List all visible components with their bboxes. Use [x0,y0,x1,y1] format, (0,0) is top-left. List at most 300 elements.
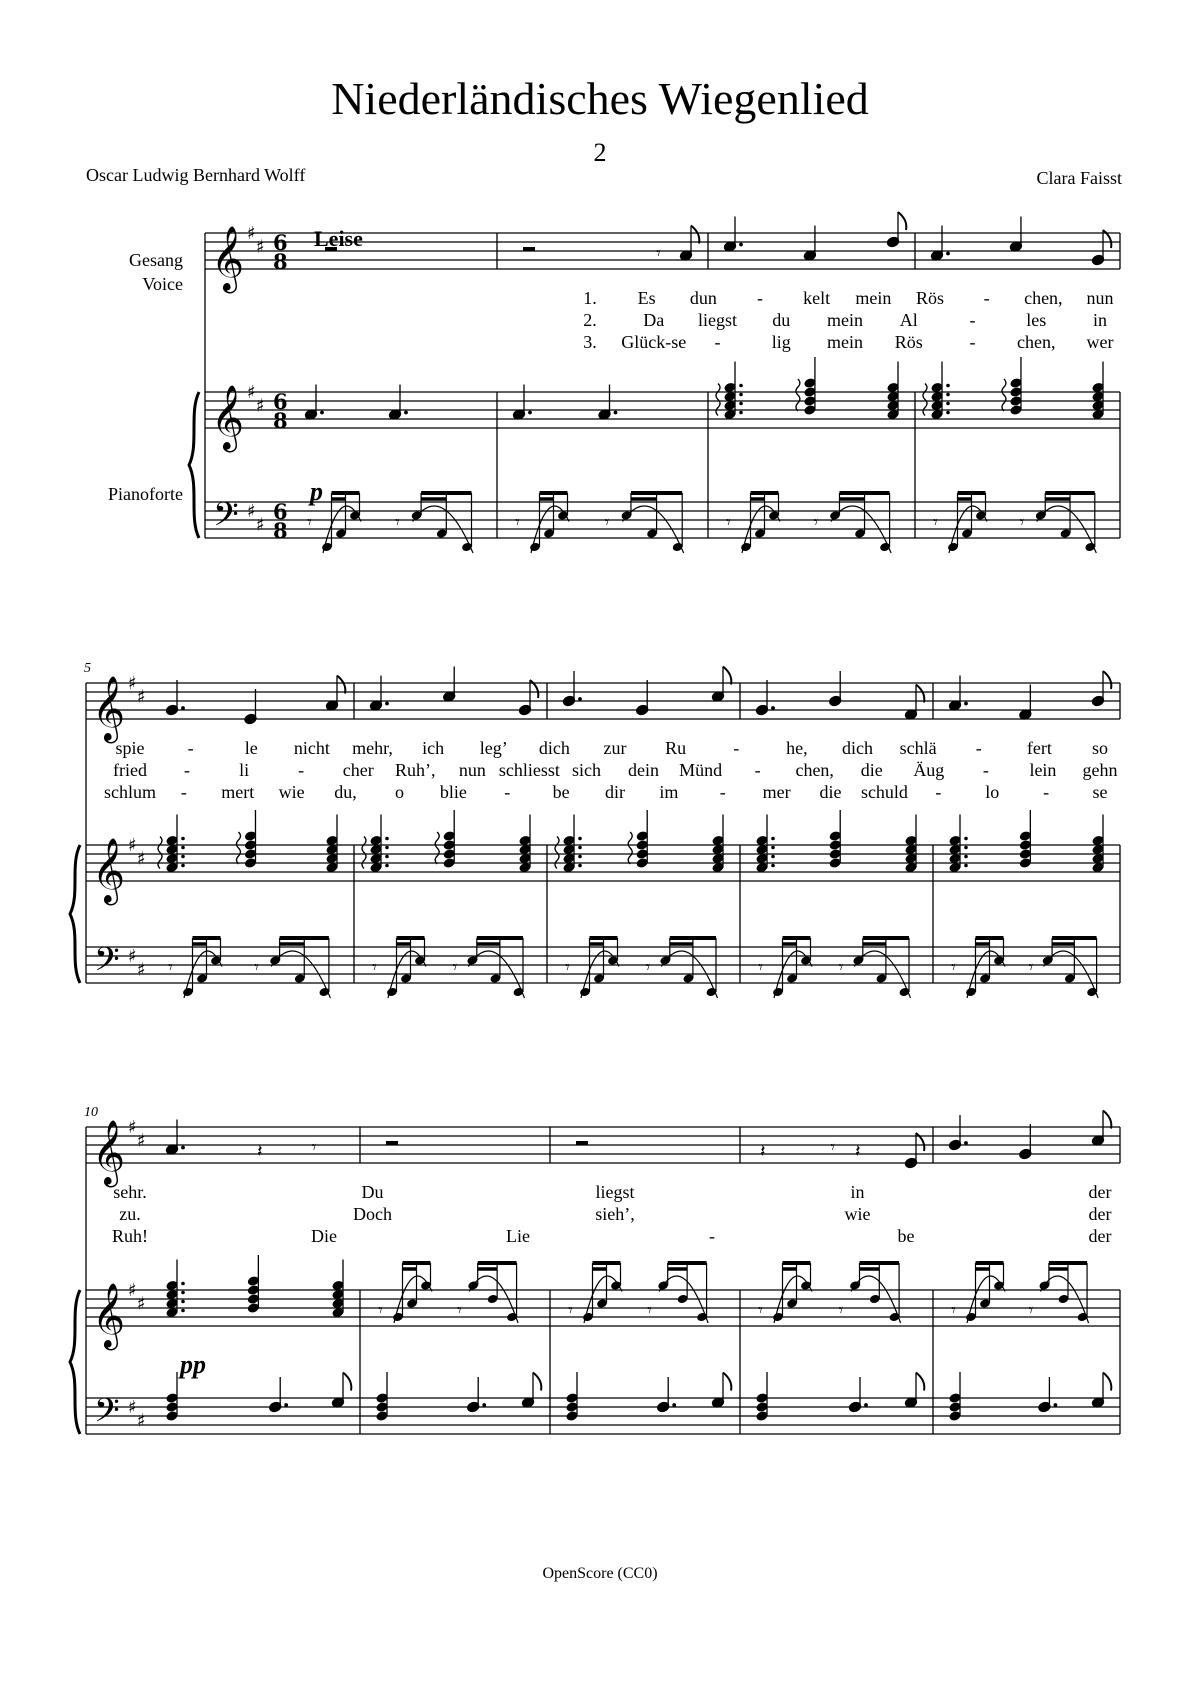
lyric-syllable: 3. [583,332,597,352]
lyric-syllable: chen, [1024,288,1063,308]
voice-staff [86,683,1120,719]
rest-icon: 𝄾 [604,512,610,533]
dot [181,1282,185,1286]
voice-instrument-label: Gesang [129,250,183,270]
beamed-group [657,1263,708,1323]
arpeggio [555,837,559,869]
rest-icon: 𝄾 [838,957,844,978]
arpeggio [923,384,927,416]
lyric-syllable: die [819,782,842,802]
sharp-icon: ♯ [137,848,146,870]
lyric-syllable: Rös [915,288,945,308]
lyric-hyphen: - [754,760,761,780]
poet-name: Oscar Ludwig Bernhard Wolff [86,165,306,185]
lyric-hyphen: - [719,782,726,802]
license-footer: OpenScore (CC0) [542,1565,658,1582]
chord [165,1372,178,1422]
dot [181,1309,185,1313]
piano-bass-note [1091,1373,1111,1409]
dot [320,411,324,415]
piano-treble-staff [205,392,1120,428]
voice-note [1019,1124,1032,1160]
sharp-icon: ♯ [256,395,265,417]
chord [1091,362,1104,421]
chord [886,362,899,421]
flag [898,212,906,230]
piano-instrument-label: Pianoforte [108,484,183,504]
lyric-syllable: Äug [913,760,945,780]
rest-icon: 𝄾 [647,1300,652,1321]
time-signature-top: 6 [273,499,288,524]
dot [739,393,743,397]
rest-icon: 𝄽 [257,1141,263,1162]
dot [528,411,532,415]
brace [189,392,199,538]
rest-icon: 𝄾 [838,1300,844,1321]
piano-bass-note [331,1373,351,1409]
arpeggio [1002,379,1006,411]
dot [739,384,743,388]
chord [711,815,724,874]
arpeggio [158,837,162,869]
rest-icon: 𝄾 [307,512,312,533]
dot [946,402,950,406]
lyric-hyphen: - [982,760,989,780]
sharp-icon: ♯ [137,959,146,981]
dot [964,702,968,706]
brace [70,845,80,983]
chord [796,357,817,416]
beamed-group [965,1263,1005,1323]
lyric-syllable: Die [311,1226,337,1246]
chord [948,815,967,874]
lyric-syllable: dun [689,288,717,308]
beamed-group [392,1263,432,1323]
lyric-hyphen: - [757,288,763,308]
beamed-group [467,1263,518,1323]
lyric-hyphen: - [733,738,740,758]
arpeggio [236,832,240,864]
lyric-syllable: schlä [899,738,937,758]
time-signature-top: 6 [273,389,288,414]
lyric-syllable: du, [334,782,357,802]
rest-icon [523,247,535,251]
rest-icon: 𝄾 [758,957,763,978]
treble-clef-icon: 𝄞 [92,1283,126,1348]
lyric-syllable: chen, [795,760,834,780]
lyric-syllable: mein [855,288,892,308]
arpeggio [796,379,800,411]
lyric-hyphen: - [969,332,976,352]
voice-note [711,667,731,703]
dot [385,837,389,841]
rest-icon: 𝄾 [1028,1300,1034,1321]
lyric-syllable: wer [1086,332,1114,352]
chord [158,815,185,874]
lyric-hyphen: - [714,332,721,352]
lyric-syllable: der [1088,1182,1112,1202]
flag [691,226,699,244]
sharp-icon: ♯ [137,1293,146,1315]
chord [829,810,842,869]
dot [284,1403,288,1407]
rest-icon: 𝄾 [378,1300,383,1321]
lyric-syllable: du [772,310,791,330]
rest-icon: 𝄾 [933,512,938,533]
voice-note [803,226,816,262]
chord [755,1372,768,1422]
dot [181,706,185,710]
lyric-hyphen: - [298,760,305,780]
dot [771,706,775,710]
voice-instrument-label-en: Voice [142,274,183,294]
dot [672,1403,676,1407]
arpeggio [628,832,632,864]
flag [337,676,345,694]
flag [1103,1373,1111,1391]
song-number: 2 [593,138,607,167]
piano-note [388,385,408,421]
sharp-icon: ♯ [128,1117,137,1138]
sharp-icon: ♯ [128,673,137,694]
time-signature-bottom: 8 [273,408,288,433]
arpeggio [362,837,366,869]
sharp-icon: ♯ [128,1280,137,1301]
treble-clef-icon: 𝄞 [92,838,126,903]
lyric-syllable: liegst [595,1182,635,1202]
piano-bass-note [711,1373,731,1409]
dot [739,411,743,415]
lyric-syllable: le [244,738,258,758]
beamed-group [849,1263,901,1323]
piano-note [304,385,324,421]
rest-icon: 𝄾 [565,957,570,978]
bass-clef-icon: 𝄢 [94,1392,120,1438]
voice-note [948,676,968,712]
voice-note [443,667,456,703]
dot [964,837,968,841]
lyric-syllable: wie [278,782,305,802]
lyric-syllable: chen, [1017,332,1056,352]
dot [771,855,775,859]
beamed-group [772,1263,812,1323]
piano-treble-staff [86,845,1120,881]
lyric-syllable: Es [637,288,656,308]
lyric-syllable: nicht [293,738,330,758]
lyric-syllable: mein [827,332,863,352]
lyric-syllable: Rös [894,332,923,352]
composer-name: Clara Faisst [1036,168,1122,188]
dot [385,702,389,706]
chord [331,1260,344,1319]
sharp-icon: ♯ [137,686,146,708]
chord [375,1372,388,1422]
lyric-syllable: dich [842,738,873,758]
lyric-hyphen: - [184,760,191,780]
time-signature-top: 6 [273,230,288,255]
tempo-marking: Leise [314,226,363,251]
dot [946,384,950,388]
sharp-icon: ♯ [247,501,256,522]
rest-icon: 𝄾 [1019,512,1025,533]
dot [181,855,185,859]
lyric-syllable: o [394,782,404,802]
voice-note [829,671,842,707]
lyric-syllable: so [1091,738,1109,758]
treble-clef-icon: 𝄞 [92,1120,126,1185]
lyric-syllable: lig [771,332,791,352]
dot [964,1141,968,1145]
lyric-syllable: Ruh’, [395,760,436,780]
lyric-syllable: die [860,760,883,780]
rest-icon: 𝄾 [1028,957,1034,978]
lyric-syllable: be [897,1226,915,1246]
chord [362,815,389,874]
lyric-syllable: cher [342,760,374,780]
time-signature-bottom: 8 [273,518,288,543]
arpeggio [716,384,720,416]
lyric-syllable: dir [605,782,625,802]
lyric-hyphen: - [969,310,976,330]
lyric-hyphen: - [504,782,511,802]
lyric-syllable: he, [786,738,808,758]
treble-clef-icon: 𝄞 [211,385,245,450]
piano-treble-staff [86,1290,1120,1326]
lyric-syllable: les [1026,310,1047,330]
lyric-syllable: Ru [665,738,687,758]
chord [948,1372,961,1422]
lyric-syllable: nun [1086,288,1114,308]
rest-icon: 𝄾 [372,957,377,978]
chord [435,810,456,869]
lyric-syllable: mert [221,782,255,802]
chord [628,810,649,869]
dot [181,1300,185,1304]
chord [165,1260,184,1319]
lyric-syllable: spie [115,738,145,758]
lyric-hyphen: - [935,782,942,802]
lyric-syllable: liegst [698,310,737,330]
rest-icon: 𝄾 [395,512,400,533]
lyric-syllable: schlum [104,782,156,802]
bass-clef-icon: 𝄢 [213,496,239,542]
chord [1019,810,1032,869]
arpeggio [435,832,439,864]
sharp-icon: ♯ [247,382,256,403]
dot [181,837,185,841]
rest-icon: 𝄾 [311,1137,317,1158]
lyric-syllable: wie [844,1204,871,1224]
sharp-icon: ♯ [137,1410,146,1432]
rest-icon: 𝄾 [515,512,520,533]
lyric-syllable: fert [1026,738,1052,758]
lyric-syllable: in [1092,310,1108,330]
lyric-syllable: leg’ [479,738,508,758]
rest-icon: 𝄾 [568,1300,573,1321]
rest-icon: 𝄾 [830,1137,836,1158]
lyric-syllable: fried [113,760,147,780]
beamed-group [1038,1263,1088,1323]
voice-note [1091,1111,1111,1147]
sharp-icon: ♯ [256,236,265,258]
dot [578,855,582,859]
lyric-syllable: mein [827,310,863,330]
dot [771,837,775,841]
dot [739,243,743,247]
brace [70,1290,80,1434]
dot [964,846,968,850]
lyric-hyphen: - [983,288,990,308]
chord [716,362,743,421]
dot [946,252,950,256]
lyric-syllable: be [552,782,570,802]
time-signature-bottom: 8 [273,249,288,274]
rest-icon: 𝄽 [760,1141,766,1162]
lyric-syllable: Glück-se [621,332,687,352]
bass-clef-icon: 𝄢 [94,941,120,987]
lyric-syllable: Ruh! [112,1226,148,1246]
dot [946,411,950,415]
flag [1103,1111,1111,1129]
sharp-icon: ♯ [128,946,137,967]
voice-note [930,226,950,262]
voice-note [165,1120,185,1156]
voice-note [904,685,924,721]
voice-note [1019,685,1032,721]
measure-number: 5 [84,661,91,676]
treble-clef-icon: 𝄞 [92,676,126,741]
dot [404,411,408,415]
dot [964,855,968,859]
treble-clef-icon: 𝄞 [211,226,245,291]
chord [1091,815,1104,874]
chord [755,815,774,874]
lyric-syllable: zur [603,738,627,758]
lyric-syllable: Lie [506,1226,530,1246]
lyric-syllable: schuld [860,782,908,802]
piano-note [598,385,618,421]
dot [181,1146,185,1150]
lyric-syllable: 2. [583,310,597,330]
rest-icon: 𝄽 [855,1141,861,1162]
lyric-syllable: nun [458,760,486,780]
dynamic-marking: pp [180,1350,206,1379]
lyric-syllable: dein [628,760,660,780]
dot [385,846,389,850]
voice-note [369,676,389,712]
dot [578,846,582,850]
chord [1002,357,1023,416]
dot [181,846,185,850]
dot [771,864,775,868]
lyric-syllable: sich [571,760,601,780]
piano-bass-note [904,1373,924,1409]
flag [916,685,924,703]
rest-icon: 𝄾 [758,1300,763,1321]
flag [1103,671,1111,689]
voice-staff [86,1127,1120,1163]
sharp-icon: ♯ [256,514,265,536]
lyric-hyphen: - [975,738,982,758]
lyric-syllable: mehr, [352,738,393,758]
rest-icon: 𝄾 [813,512,819,533]
voice-note [636,680,649,716]
dot [1054,1403,1058,1407]
dot [578,837,582,841]
lyric-syllable: sehr. [113,1182,147,1202]
dot [385,864,389,868]
piano-note [512,385,532,421]
beamed-group [582,1263,622,1323]
rest-icon: 𝄾 [457,1300,462,1321]
lyric-hyphen: - [187,738,194,758]
dot [181,1291,185,1295]
voice-note [325,676,345,712]
flag [533,1373,541,1391]
lyric-syllable: der [1088,1204,1112,1224]
lyric-syllable: Münd [679,760,723,780]
flag [343,1373,351,1391]
rest-icon [386,1141,398,1145]
rest-icon: 𝄾 [168,957,173,978]
chord [923,362,950,421]
note [679,226,699,262]
dot [578,697,582,701]
lyric-syllable: 1. [583,288,597,308]
sharp-icon: ♯ [128,1397,137,1418]
lyric-syllable: Al [899,310,918,330]
voice-note [244,689,257,725]
lyric-syllable: kelt [803,288,831,308]
lyric-hyphen: - [709,1226,715,1246]
dynamic-marking: p [310,477,323,506]
lyric-hyphen: - [1043,782,1050,802]
chord [325,815,338,874]
dot [181,864,185,868]
flag [723,1373,731,1391]
rest-icon: 𝄾 [452,957,458,978]
lyric-syllable: gehn [1082,760,1118,780]
dot [482,1403,486,1407]
lyric-syllable: ich [422,738,445,758]
rest-icon: 𝄾 [951,1300,956,1321]
measure-number: 10 [84,1105,98,1120]
lyric-syllable: im [659,782,679,802]
rest-icon: 𝄾 [254,957,259,978]
chord [555,815,582,874]
lyric-syllable: blie [439,782,467,802]
piano-bass-note [521,1373,541,1409]
dot [964,864,968,868]
voice-note [1009,217,1022,253]
dot [771,846,775,850]
chord [247,1255,260,1314]
dot [614,411,618,415]
rest-icon: 𝄾 [726,512,731,533]
lyric-syllable: lo [985,782,1000,802]
chord [518,815,531,874]
voice-note [723,217,743,253]
sharp-icon: ♯ [247,223,256,244]
rest-icon: 𝄾 [645,957,651,978]
dot [864,1403,868,1407]
dot [578,864,582,868]
chord [236,810,257,869]
rest-icon: 𝄾 [951,957,956,978]
lyric-syllable: sieh’, [595,1204,635,1224]
page-title: Niederländisches Wiegenlied [331,73,869,124]
sharp-icon: ♯ [137,1130,146,1152]
